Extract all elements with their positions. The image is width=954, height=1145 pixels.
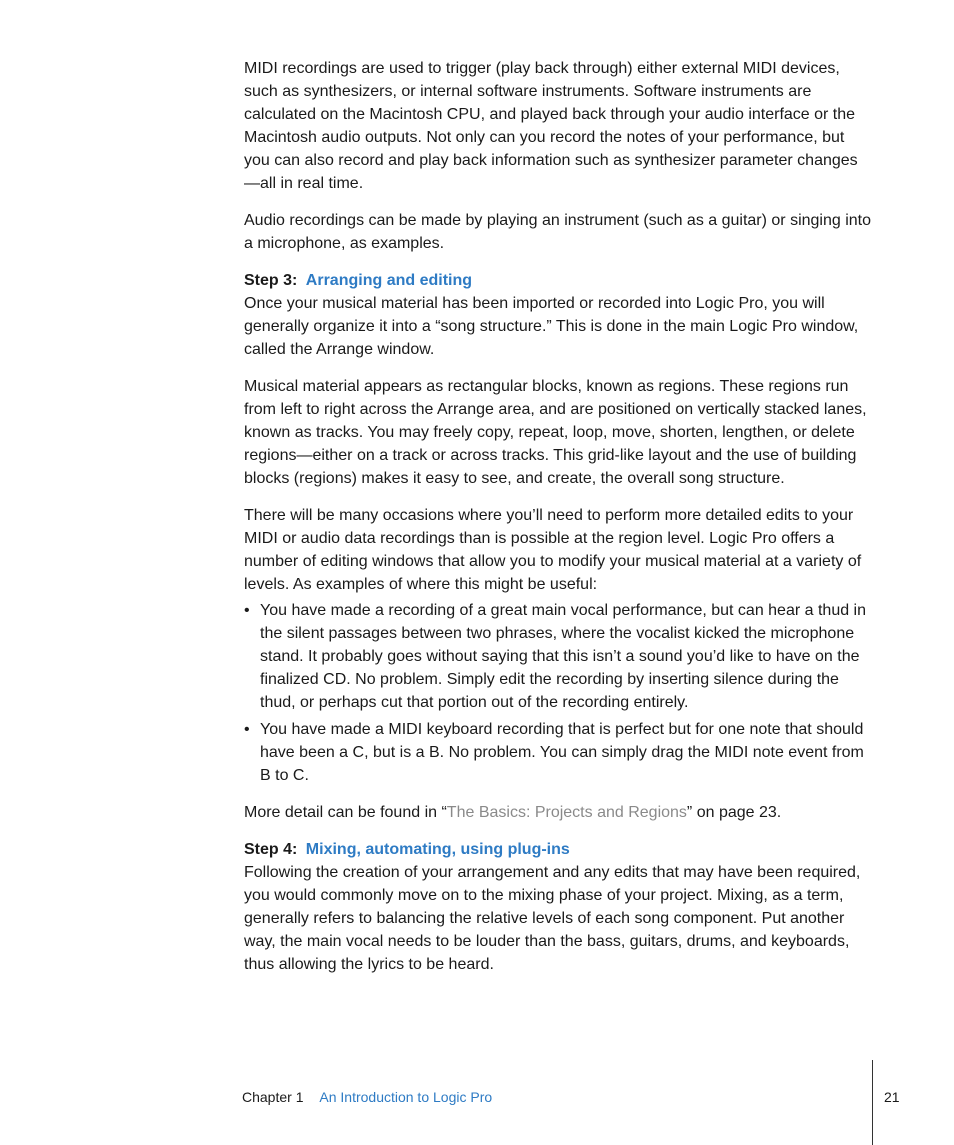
page-body xyxy=(244,57,872,990)
more-detail-prefix: More detail can be found in “ xyxy=(244,804,447,821)
list-item xyxy=(244,718,872,787)
paragraph-editing-windows: There will be many occasions where you’ll need to perform more detailed edits to your MIDI or audio data recordings than is possible at the region level. Logic Pro offers a number of editing windows that allow you to modify your musical material at a variety of levels. As examples of where this might be useful: xyxy=(244,507,862,593)
paragraph-song-structure: Once your musical material has been imported or recorded into Logic Pro, you will generally organize it into a “song structure.” This is done in the main Logic Pro window, called the Arrange window. xyxy=(244,295,859,358)
page-footer xyxy=(242,1087,492,1107)
step-4-label: Step 4: xyxy=(244,841,298,858)
bullet-icon: • xyxy=(244,602,250,619)
step-4-title: Mixing, automating, using plug-ins xyxy=(305,841,570,858)
step-3-title: Arranging and editing xyxy=(305,272,473,289)
paragraph-more-detail xyxy=(244,801,872,824)
paragraph-audio-recordings: Audio recordings can be made by playing an instrument (such as a guitar) or singing into a microphone, as examples. xyxy=(244,212,872,252)
step-4-heading xyxy=(244,838,872,861)
step-3-heading xyxy=(244,269,872,292)
cross-reference-link[interactable]: The Basics: Projects and Regions xyxy=(446,804,687,821)
list-item-text: You have made a MIDI keyboard recording that is perfect but for one note that should have been a C, but is a B. No problem. You can simply drag the MIDI note event from B to C. xyxy=(260,721,864,784)
footer-divider xyxy=(872,1060,873,1145)
list-item-text: You have made a recording of a great main vocal performance, but can hear a thud in the silent passages between two phrases, where the vocalist kicked the microphone stand. It probably goes without saying that this isn’t a sound you’d like to have on the finalized CD. No problem. Simply edit the recording by inserting silence during the thud, or perhaps cut that portion out of the recording entirely. xyxy=(260,602,867,711)
more-detail-suffix: ” on page 23. xyxy=(686,804,782,821)
footer-chapter-title: An Introduction to Logic Pro xyxy=(319,1089,493,1105)
bullet-icon: • xyxy=(244,721,250,738)
paragraph-midi-recordings: MIDI recordings are used to trigger (play back through) either external MIDI devices, such as synthesizers, or internal software instruments. Software instruments are calculated on the Macintosh CPU, and played back through your audio interface or the Macintosh audio outputs. Not only can you record the notes of your performance, but you can also record and play back information such as synthesizer parameter changes—all in real time. xyxy=(244,60,858,192)
list-item xyxy=(244,599,872,714)
step-3-label: Step 3: xyxy=(244,272,298,289)
footer-chapter-label: Chapter 1 xyxy=(242,1089,304,1105)
paragraph-regions: Musical material appears as rectangular blocks, known as regions. These regions run from left to right across the Arrange area, and are positioned on vertically stacked lanes, known as tracks. You may freely copy, repeat, loop, move, shorten, lengthen, or delete regions—either on a track or across tracks. This grid-like layout and the use of building blocks (regions) makes it easy to see, and create, the overall song structure. xyxy=(244,378,867,487)
page-number: 21 xyxy=(884,1089,900,1105)
bullet-list xyxy=(244,599,872,787)
paragraph-mixing: Following the creation of your arrangement and any edits that may have been required, you would commonly move on to the mixing phase of your project. Mixing, as a term, generally refers to balancing the relative levels of each song component. Put another way, the main vocal needs to be louder than the bass, guitars, drums, and keyboards, thus allowing the lyrics to be heard. xyxy=(244,864,861,973)
